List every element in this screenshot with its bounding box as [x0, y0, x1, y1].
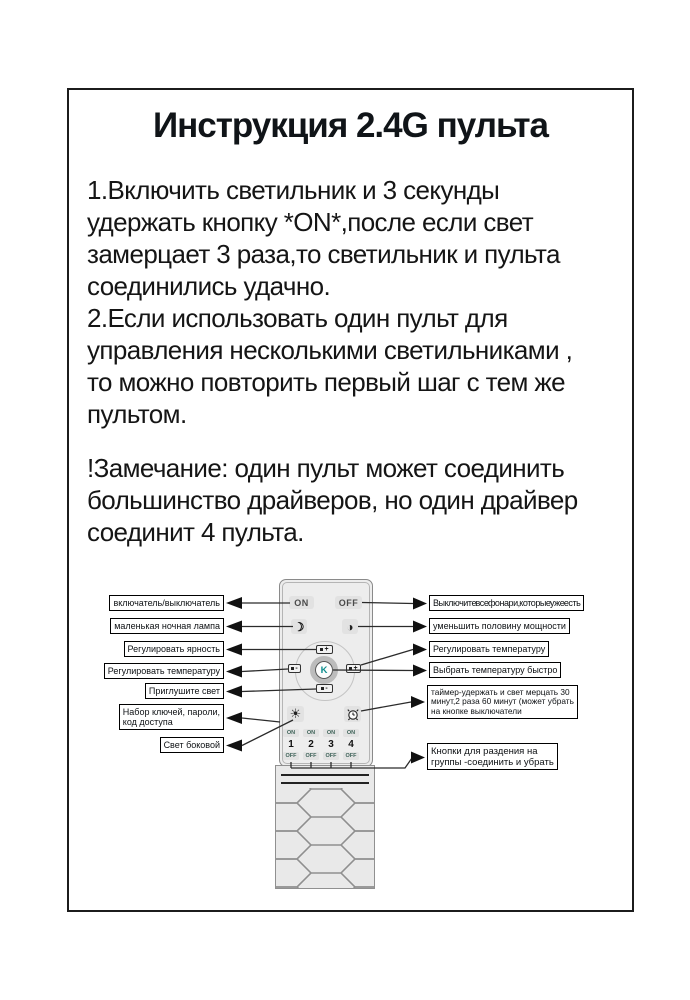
group-2-keys [302, 729, 320, 760]
bulb-icon [349, 667, 352, 670]
alarm-clock-icon [346, 707, 360, 721]
page-title: Инструкция 2.4G пульта [152, 106, 548, 145]
divider-line [281, 774, 369, 776]
sun-icon: ☀ [289, 706, 302, 721]
text-line: пультом. [87, 399, 187, 429]
group-number: 1 [288, 739, 294, 750]
callout-timer: таймер-удержать и свет мерцать 30 минут,2 раза 60 минут (может убрать на кнопке выключатели [427, 685, 578, 719]
group-number: 3 [328, 739, 334, 750]
center-k-button: K [315, 661, 333, 679]
plus-glyph: + [324, 646, 329, 653]
timer-button [344, 706, 361, 722]
text-line: 1.Включить светильник и 3 секунды [87, 175, 500, 205]
brightness-up-button [316, 645, 333, 654]
callout-on-off: включатель/выключатель [109, 595, 224, 611]
group-on-key: ON [323, 729, 339, 737]
text-line: большинство драйверов, но один драйвер [87, 485, 578, 515]
plus-glyph: + [353, 665, 358, 672]
callout-half-power: уменьшить половину мощности [429, 618, 570, 634]
text-line: управления несколькими светильниками , [87, 335, 573, 365]
text-line: удержать кнопку *ON*,после если свет [87, 207, 534, 237]
callout-night-lamp: маленькая ночная лампа [110, 618, 224, 634]
text-line: то можно повторить первый шаг с тем же [87, 367, 566, 397]
group-1-keys [282, 729, 300, 760]
callout-key-set: Набор ключей, пароли, код доступа [119, 704, 224, 730]
temperature-right-button [346, 664, 361, 673]
page-border [67, 88, 634, 912]
text-line: !Замечание: один пульт может соединить [87, 453, 565, 483]
group-4-keys [342, 729, 360, 760]
group-off-key: OFF [343, 752, 359, 760]
text-line: соединит 4 пульта. [87, 517, 304, 547]
minus-glyph: - [295, 665, 298, 672]
callout-adjust-temperature-left: Регулировать температуру [104, 663, 224, 679]
on-button: ON [289, 596, 314, 609]
group-on-key: ON [283, 729, 299, 737]
text-line: замерцает 3 раза,то светильник и пульта [87, 239, 560, 269]
group-3-keys [322, 729, 340, 760]
bulb-icon [321, 687, 324, 690]
group-number: 2 [308, 739, 314, 750]
instructions-paragraph [87, 174, 622, 430]
group-number: 4 [348, 739, 354, 750]
group-off-key: OFF [323, 752, 339, 760]
callout-side-light: Свет боковой [160, 737, 224, 753]
remote-lower-section [275, 765, 375, 889]
bulb-icon [291, 667, 294, 670]
note-paragraph [87, 452, 622, 548]
night-lamp-button [291, 619, 307, 634]
bulb-icon [320, 648, 323, 651]
text-line: соединились удачно. [87, 271, 331, 301]
group-on-key: ON [343, 729, 359, 737]
group-off-key: OFF [303, 752, 319, 760]
divider-line [281, 782, 369, 784]
callout-turn-off-all: Выключите все фонари, которые уже есть [429, 595, 584, 611]
group-off-key: OFF [283, 752, 299, 760]
callout-adjust-brightness: Регулировать ярность [124, 641, 224, 657]
moon-icon: ☽ [293, 619, 305, 634]
group-on-key: ON [303, 729, 319, 737]
off-button: OFF [335, 596, 362, 609]
callout-quick-temperature: Выбрать температуру быстро [429, 662, 561, 678]
text-line: 2.Если использовать один пульт для [87, 303, 508, 333]
minus-glyph: - [325, 685, 328, 692]
half-power-bulb-icon: ◑ [346, 619, 354, 634]
honeycomb-texture [276, 788, 374, 888]
brightness-down-button [316, 684, 333, 693]
side-light-button [287, 706, 304, 722]
temperature-left-button [288, 664, 301, 673]
callout-group-buttons: Кнопки для раздения на группы -соединить и убрать [427, 743, 558, 770]
half-power-button [342, 619, 358, 634]
callout-adjust-temperature-right: Регулировать температуру [429, 641, 549, 657]
callout-dim-light: Приглушите свет [145, 683, 224, 699]
